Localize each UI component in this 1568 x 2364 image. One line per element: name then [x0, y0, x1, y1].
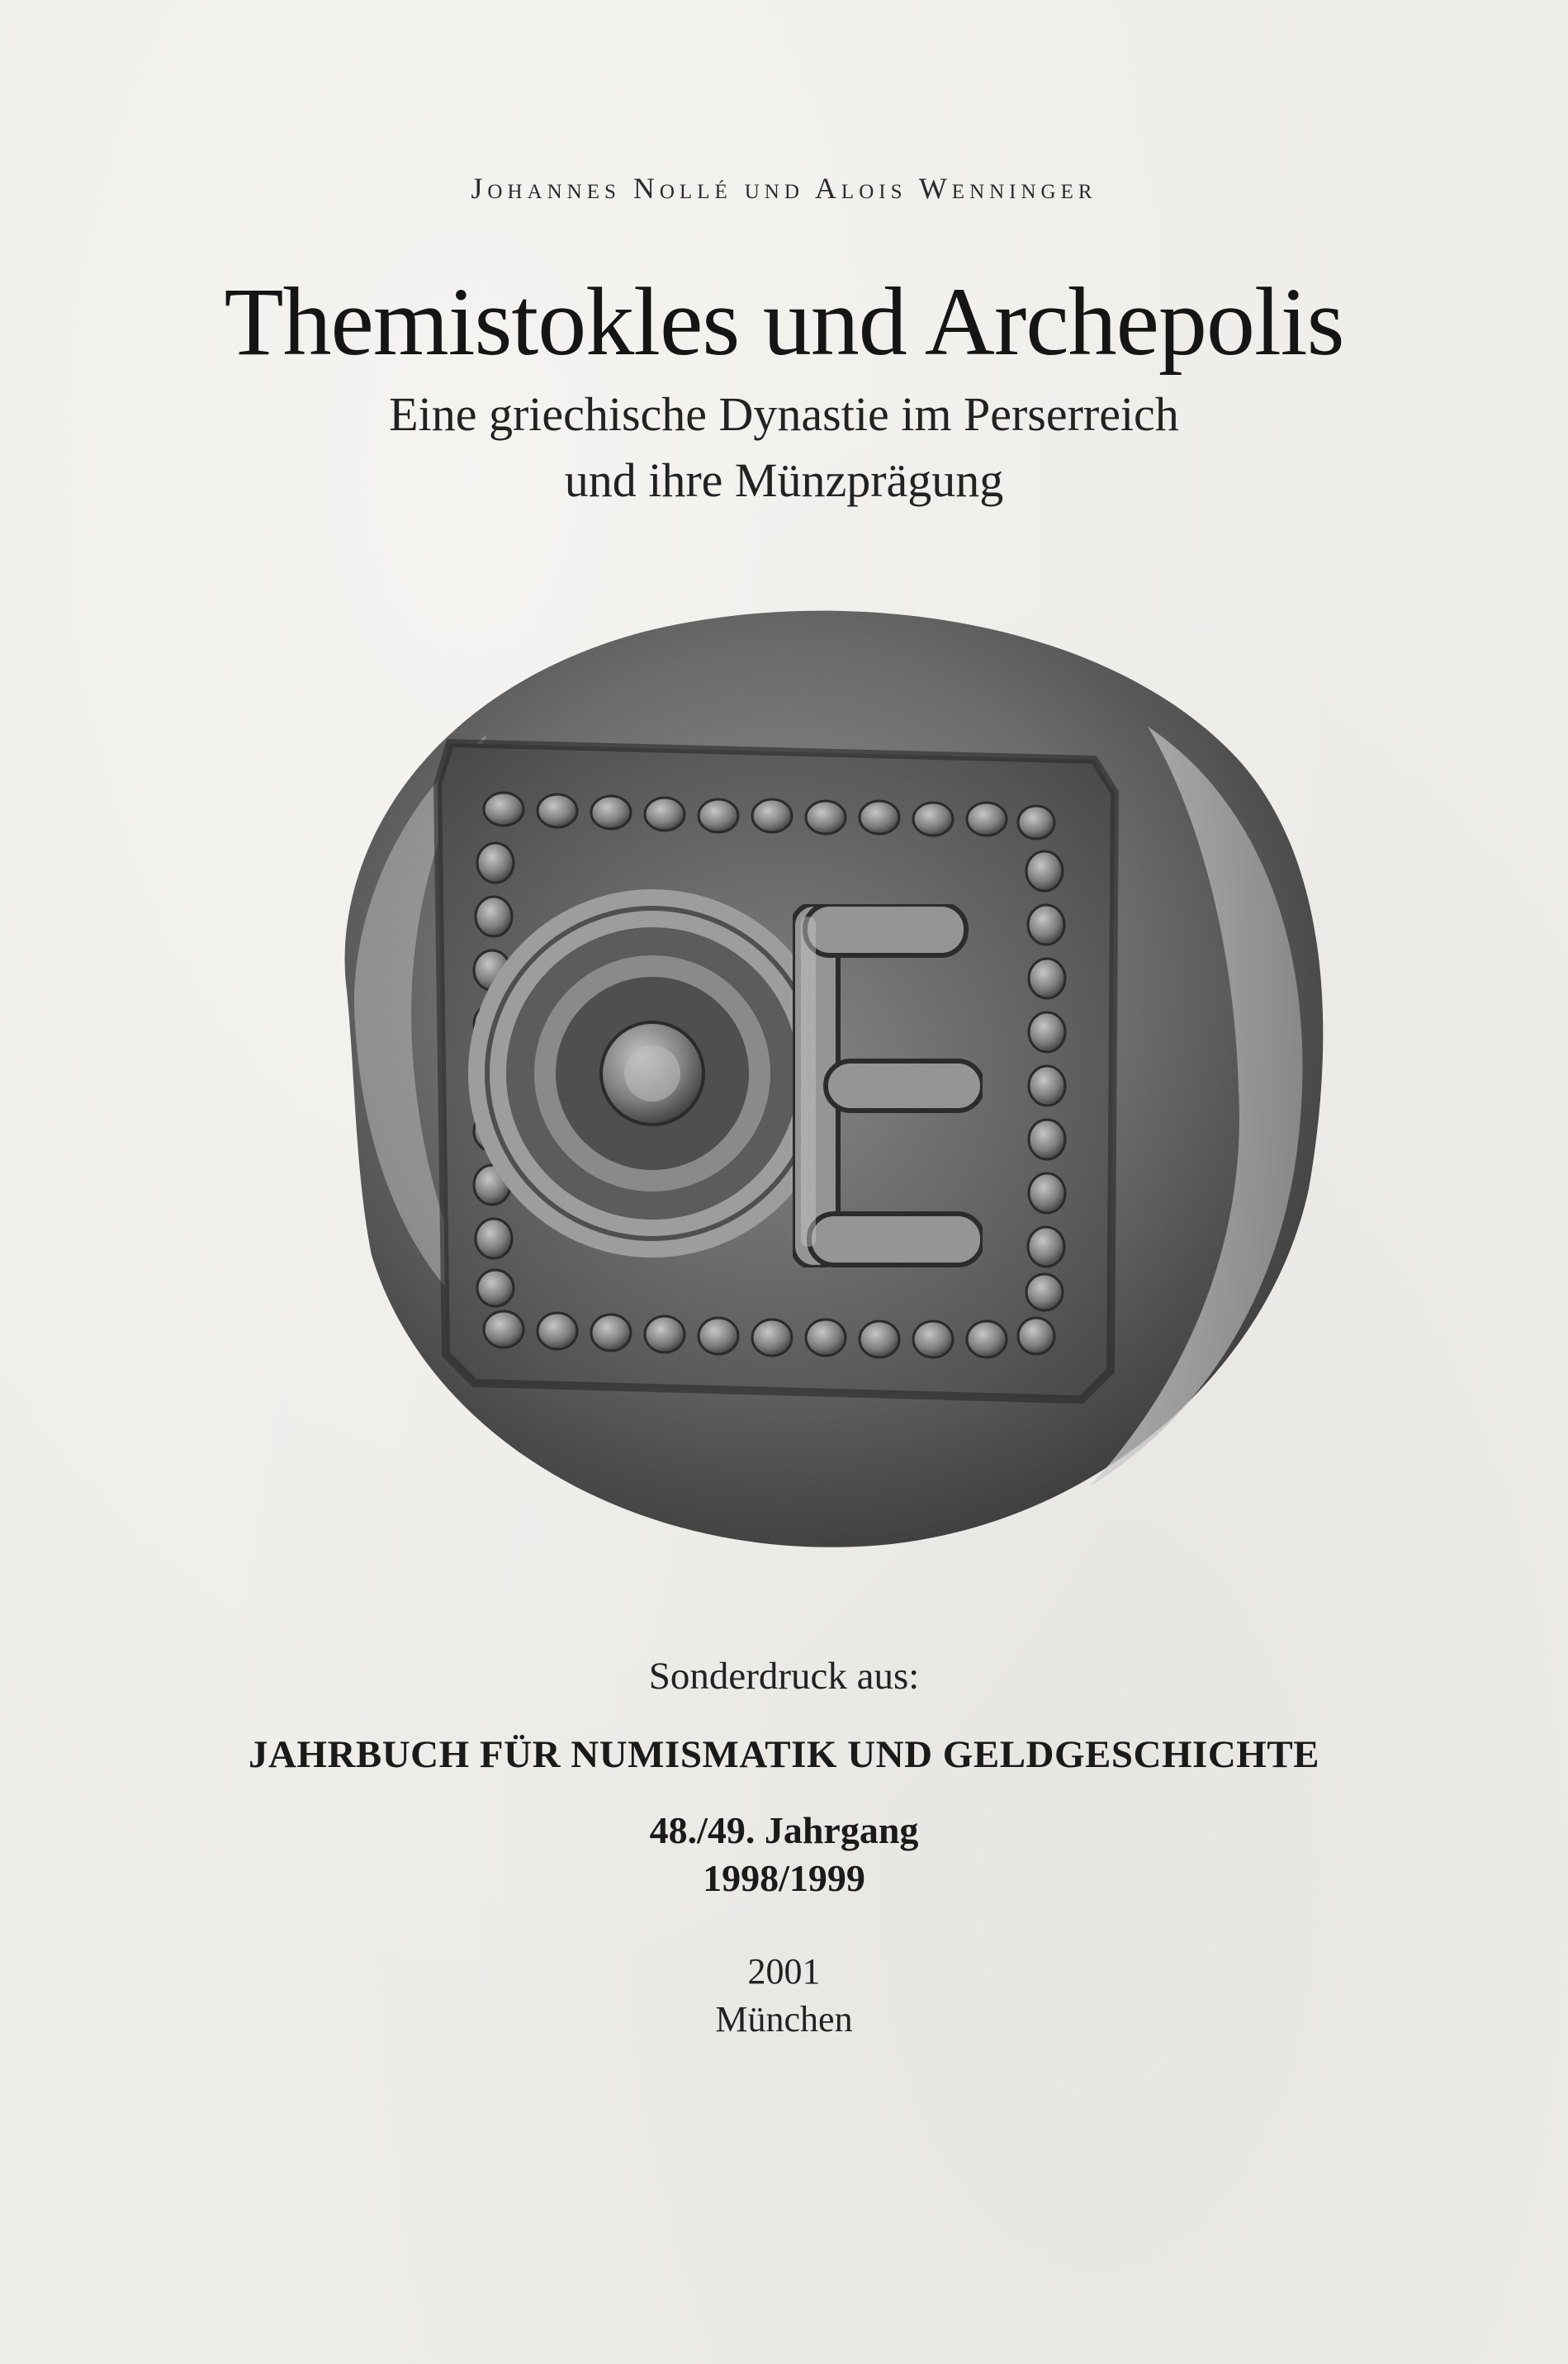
subtitle-line-1: Eine griechische Dynastie im Perserreich — [389, 387, 1179, 441]
offprint-label: Sonderdruck aus: — [648, 1655, 920, 1698]
subtitle-line-2: und ihre Münzprägung — [564, 453, 1004, 507]
volume-years: 1998/1999 — [703, 1857, 865, 1899]
authors: Johannes Nollé und Alois Wenninger — [471, 172, 1097, 205]
publication-place: München — [715, 1999, 853, 2039]
publication-year: 2001 — [747, 1951, 821, 1992]
coin-image — [297, 595, 1346, 1561]
journal-volume: 48./49. Jahrgang — [649, 1809, 919, 1851]
page-title: Themistokles und Archepolis — [224, 268, 1344, 376]
journal-title: JAHRBUCH FÜR NUMISMATIK UND GELDGESCHICHTE — [248, 1733, 1320, 1776]
